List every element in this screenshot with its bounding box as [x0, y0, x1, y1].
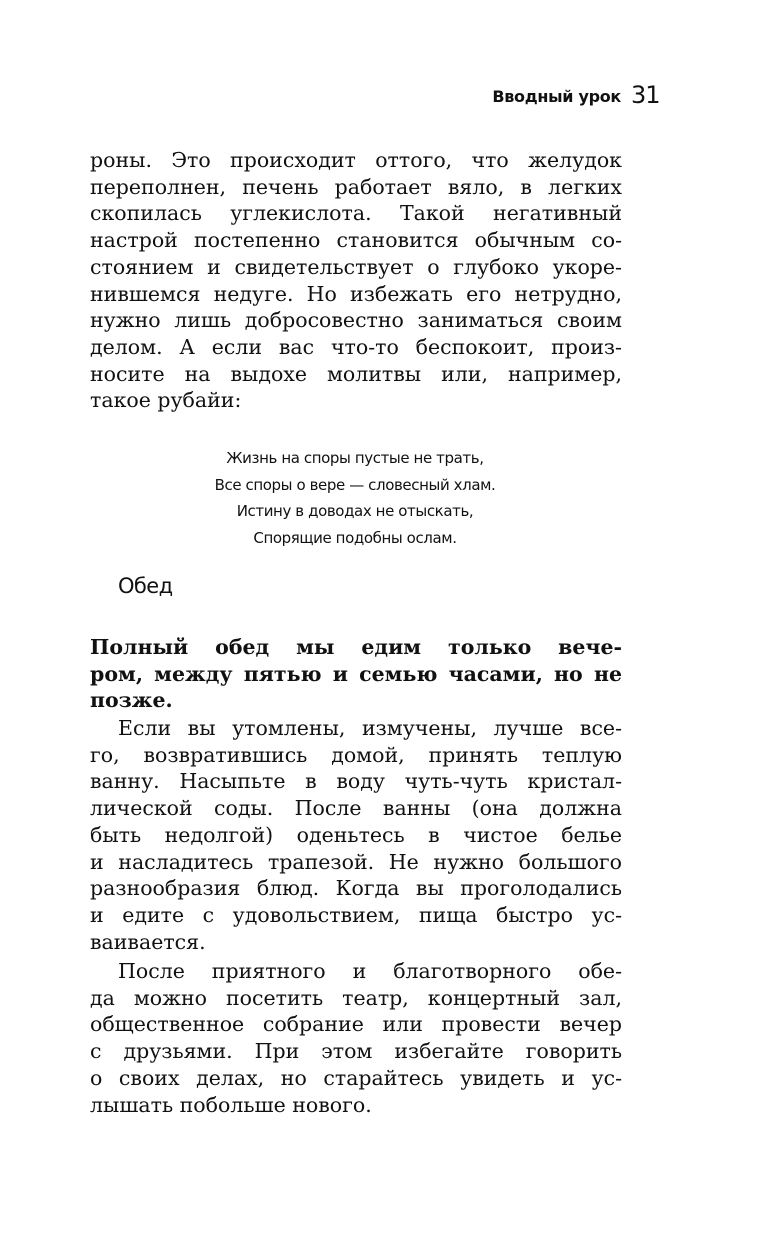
text-line: о своих делах, но старайтесь увидеть и ус- [90, 1065, 622, 1090]
section-title: Вводный урок [492, 87, 621, 106]
text-line: и едите с удовольствием, пища быстро ус- [90, 902, 622, 927]
text-line: После приятного и благотворного обе- [118, 959, 622, 983]
text-line: и насладитесь трапезой. Не нужно большого [90, 849, 622, 874]
text-line: стоянием и свидетельствует о глубоко укоре- [90, 254, 622, 279]
text-line: с друзьями. При этом избегайте говорить [90, 1039, 622, 1064]
text-line: ром, между пятью и семью часами, но не [90, 661, 622, 686]
text-line: ванну. Насыпьте в воду чуть-чуть кристал- [90, 769, 622, 794]
lead-paragraph [90, 634, 622, 714]
text-line: лышать побольше нового. [90, 1092, 372, 1117]
text-line: го, возвратившись домой, принять теплую [90, 742, 622, 767]
text-line: нившемся недуге. Но избежать его нетрудно, [90, 281, 622, 306]
text-line: переполнен, печень работает вяло, в легких [90, 174, 622, 199]
poem-line: Жизнь на споры пустые не трать, [226, 449, 484, 467]
text-line: носите на выдохе молитвы или, например, [90, 361, 622, 386]
text-line: Если вы утомлены, измучены, лучше все- [118, 716, 622, 740]
text-line: нужно лишь добросовестно заниматься своим [90, 308, 622, 333]
paragraph-2 [90, 715, 622, 955]
text-line: роны. Это происходит оттого, что желудок [90, 148, 622, 172]
text-line: разнообразия блюд. Когда вы проголодались [90, 876, 622, 901]
running-header [0, 82, 768, 112]
poem-line: Все споры о вере — словесный хлам. [214, 475, 496, 494]
text-line: Полный обед мы едим только вече- [90, 635, 622, 659]
text-line: такое рубайи: [90, 388, 242, 413]
text-line: быть недолгой) оденьтесь в чистое белье [90, 822, 622, 847]
subheading: Обед [118, 574, 173, 598]
text-line: настрой постепенно становится обычным со- [90, 228, 622, 253]
poem-line: Спорящие подобны ослам. [253, 528, 457, 547]
text-line: делом. А если вас что-то беспокоит, произ- [90, 334, 622, 359]
paragraph-top [90, 147, 622, 414]
text-line: да можно посетить театр, концертный зал, [90, 985, 622, 1010]
poem-line: Истину в доводах не отыскать, [236, 502, 474, 520]
text-line: общественное собрание или провести вечер [90, 1012, 622, 1037]
text-line: лической соды. После ванны (она должна [90, 796, 622, 821]
text-line: позже. [90, 688, 173, 713]
poem-quote [150, 445, 560, 551]
text-line: ваивается. [90, 929, 206, 954]
paragraph-3 [90, 958, 622, 1118]
text-line: скопилась углекислота. Такой негативный [90, 201, 622, 226]
page-number: 31 [631, 81, 660, 109]
